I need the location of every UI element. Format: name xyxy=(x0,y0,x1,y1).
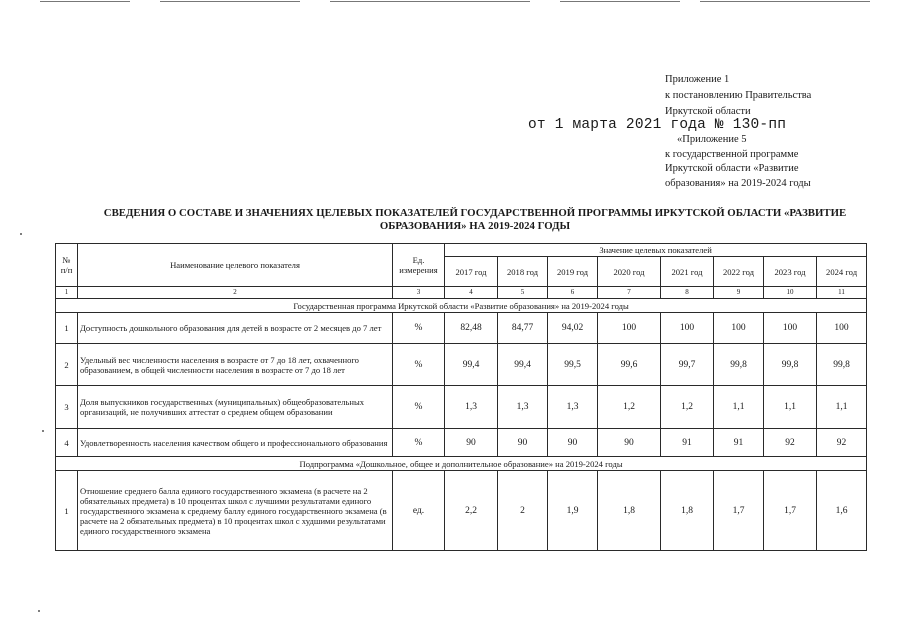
table-row xyxy=(56,344,867,386)
indicator-value: 90 xyxy=(445,429,498,457)
appendix-5-line: образования» на 2019-2024 годы xyxy=(665,177,811,189)
indicator-value: 2,2 xyxy=(445,471,498,551)
header-year: 2021 год xyxy=(661,257,714,287)
appendix-5-header xyxy=(665,133,895,191)
header-name: Наименование целевого показателя xyxy=(78,244,393,287)
indicator-value: 92 xyxy=(764,429,817,457)
column-number: 5 xyxy=(498,287,548,299)
indicator-value: 100 xyxy=(598,313,661,344)
appendix-1-line: Иркутской области xyxy=(665,106,751,117)
header-no: № п/п xyxy=(56,244,78,287)
indicator-value: 1,8 xyxy=(661,471,714,551)
indicator-value: 1,2 xyxy=(661,386,714,429)
appendix-5-line: к государственной программе xyxy=(665,148,799,160)
section-title: Государственная программа Иркутской области «Развитие образования» на 2019-2024 годы xyxy=(56,299,867,313)
indicator-value: 1,1 xyxy=(817,386,867,429)
column-number: 4 xyxy=(445,287,498,299)
header-year: 2022 год xyxy=(714,257,764,287)
column-number: 8 xyxy=(661,287,714,299)
scan-speck xyxy=(42,430,44,432)
indicator-value: 91 xyxy=(661,429,714,457)
decree-stamp: от 1 марта 2021 года № 130-пп xyxy=(528,117,787,133)
indicator-value: 100 xyxy=(764,313,817,344)
section-row xyxy=(56,299,867,313)
indicator-value: 1,7 xyxy=(764,471,817,551)
header-year: 2024 год xyxy=(817,257,867,287)
indicator-unit: % xyxy=(393,313,445,344)
indicator-value: 1,2 xyxy=(598,386,661,429)
indicator-value: 82,48 xyxy=(445,313,498,344)
header-year: 2023 год xyxy=(764,257,817,287)
indicator-value: 1,3 xyxy=(445,386,498,429)
column-number: 7 xyxy=(598,287,661,299)
indicators-table xyxy=(55,243,867,551)
indicator-value: 1,8 xyxy=(598,471,661,551)
indicator-value: 90 xyxy=(498,429,548,457)
column-number: 3 xyxy=(393,287,445,299)
header-year: 2019 год xyxy=(548,257,598,287)
header-values-group: Значение целевых показателей xyxy=(445,244,867,257)
indicator-name: Удельный вес численности населения в возрасте от 7 до 18 лет, охваченного образованием, в общей численности населения в возрасте от 7 до 18 лет xyxy=(78,344,393,386)
header-unit: Ед. измерения xyxy=(393,244,445,287)
column-number: 9 xyxy=(714,287,764,299)
indicator-value: 92 xyxy=(817,429,867,457)
indicator-value: 1,1 xyxy=(764,386,817,429)
title-line: ОБРАЗОВАНИЯ» НА 2019-2024 ГОДЫ xyxy=(379,220,571,232)
indicator-unit: % xyxy=(393,386,445,429)
column-number: 11 xyxy=(817,287,867,299)
indicator-value: 99,7 xyxy=(661,344,714,386)
indicator-value: 99,8 xyxy=(817,344,867,386)
appendix-1-line: Приложение 1 xyxy=(665,74,730,85)
indicator-value: 1,3 xyxy=(498,386,548,429)
indicator-value: 94,02 xyxy=(548,313,598,344)
row-number: 1 xyxy=(56,471,78,551)
appendix-1-header xyxy=(665,72,895,120)
scan-speck xyxy=(20,233,22,235)
indicator-value: 2 xyxy=(498,471,548,551)
section-row xyxy=(56,457,867,471)
scan-speck xyxy=(38,610,40,612)
indicator-value: 1,6 xyxy=(817,471,867,551)
appendix-1-line: к постановлению Правительства xyxy=(665,90,812,101)
title-line: СВЕДЕНИЯ О СОСТАВЕ И ЗНАЧЕНИЯХ ЦЕЛЕВЫХ ПОКАЗАТЕЛЕЙ ГОСУДАРСТВЕННОЙ ПРОГРАММЫ ИРКУТСКОЙ ОБЛАСТИ «РАЗВИТИЕ xyxy=(103,207,847,219)
indicator-value: 99,4 xyxy=(445,344,498,386)
indicator-value: 100 xyxy=(714,313,764,344)
column-number: 1 xyxy=(56,287,78,299)
indicator-name: Доля выпускников государственных (муниципальных) общеобразовательных организаций, не получивших аттестат о среднем общем образовании xyxy=(78,386,393,429)
row-number: 2 xyxy=(56,344,78,386)
indicator-value: 99,5 xyxy=(548,344,598,386)
indicator-name: Отношение среднего балла единого государственного экзамена (в расчете на 2 обязательных предмета) в 10 процентах школ с лучшими результатами единого государственного экзамена к среднему баллу единого государственного экзамена (в расчете на 2 обязательных предмета) в 10 процентах школ с худшими результатами единого государственного экзамена xyxy=(78,471,393,551)
indicator-value: 99,8 xyxy=(764,344,817,386)
header-year: 2020 год xyxy=(598,257,661,287)
indicator-value: 1,3 xyxy=(548,386,598,429)
column-number: 6 xyxy=(548,287,598,299)
indicator-name: Доступность дошкольного образования для детей в возрасте от 2 месяцев до 7 лет xyxy=(78,313,393,344)
indicator-unit: % xyxy=(393,344,445,386)
indicator-name: Удовлетворенность населения качеством общего и профессионального образования xyxy=(78,429,393,457)
row-number: 4 xyxy=(56,429,78,457)
table-row xyxy=(56,386,867,429)
row-number: 1 xyxy=(56,313,78,344)
indicator-value: 100 xyxy=(817,313,867,344)
indicator-unit: % xyxy=(393,429,445,457)
indicator-unit: ед. xyxy=(393,471,445,551)
table-row xyxy=(56,313,867,344)
document-title xyxy=(60,207,890,233)
indicator-value: 91 xyxy=(714,429,764,457)
column-number: 10 xyxy=(764,287,817,299)
column-number: 2 xyxy=(78,287,393,299)
indicator-value: 1,7 xyxy=(714,471,764,551)
indicator-value: 100 xyxy=(661,313,714,344)
appendix-5-line: «Приложение 5 xyxy=(677,134,747,145)
indicator-value: 99,6 xyxy=(598,344,661,386)
table-row xyxy=(56,471,867,551)
row-number: 3 xyxy=(56,386,78,429)
indicator-value: 99,8 xyxy=(714,344,764,386)
indicator-value: 84,77 xyxy=(498,313,548,344)
indicator-value: 99,4 xyxy=(498,344,548,386)
section-title: Подпрограмма «Дошкольное, общее и дополнительное образование» на 2019-2024 годы xyxy=(56,457,867,471)
indicator-value: 90 xyxy=(548,429,598,457)
indicator-value: 90 xyxy=(598,429,661,457)
scan-top-edge xyxy=(0,0,905,4)
appendix-5-line: Иркутской области «Развитие xyxy=(665,163,799,174)
indicator-value: 1,1 xyxy=(714,386,764,429)
indicator-value: 1,9 xyxy=(548,471,598,551)
table-row xyxy=(56,429,867,457)
header-year: 2018 год xyxy=(498,257,548,287)
header-year: 2017 год xyxy=(445,257,498,287)
